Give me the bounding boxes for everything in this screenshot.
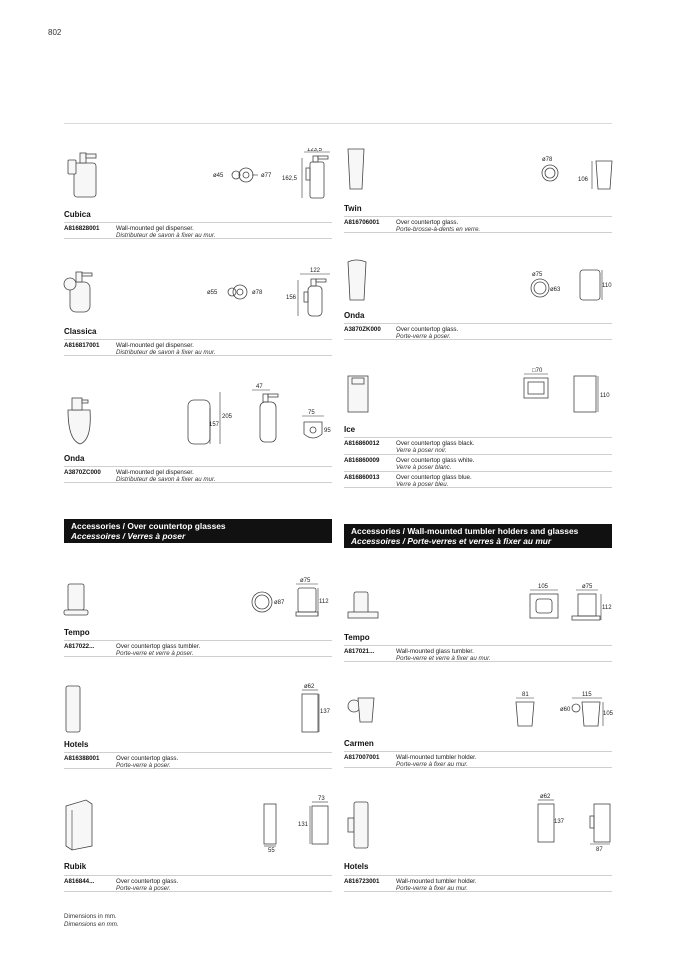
product-name-rubik: Rubik	[64, 862, 87, 871]
table-row	[344, 454, 612, 471]
section-title-en: Accessories / Over countertop glasses	[71, 521, 226, 531]
description-fr: Verre à poser noir.	[396, 447, 447, 454]
onda-dim-w2: 75	[308, 410, 315, 416]
hotels-wall-side-view	[590, 804, 610, 853]
rubik-drawings	[60, 792, 332, 856]
product-name-hotels-wall: Hotels	[344, 862, 369, 871]
tempo-wall-dim-d: ø75	[582, 584, 593, 590]
onda-dispenser-side-view	[252, 384, 278, 442]
table-row	[344, 751, 612, 768]
hotels-glass-drawings	[60, 680, 332, 736]
rubik-front-view	[264, 804, 276, 854]
product-code: A816860012	[344, 440, 380, 447]
onda-glass-top-view	[531, 272, 561, 297]
hotels-glass-product-image	[66, 686, 80, 732]
rubik-dim-w1: 73	[318, 796, 325, 802]
product-name-cubica: Cubica	[64, 210, 91, 219]
twin-top-view	[542, 157, 558, 181]
product-code: A816817001	[64, 342, 100, 349]
product-code: A817021...	[344, 648, 375, 655]
carmen-dim-w1: 81	[522, 692, 529, 698]
ice-side-view	[574, 376, 610, 412]
description-fr: Porte-verre à fixer au mur.	[396, 761, 468, 768]
tempo-wall-front-view	[530, 584, 558, 618]
product-code: A816860013	[344, 474, 380, 481]
description-fr: Porte-verre à poser.	[116, 762, 171, 769]
hotels-wall-drawings	[344, 792, 614, 856]
cubica-front-view	[213, 168, 272, 182]
product-name-carmen: Carmen	[344, 739, 374, 748]
ice-drawings	[344, 362, 614, 424]
carmen-front-view	[516, 692, 534, 726]
tempo-glass-side-view	[296, 578, 329, 616]
table-row	[64, 640, 332, 657]
product-code: A3870ZK000	[344, 326, 381, 333]
section-title-fr: Accessoires / Verres à poser	[71, 531, 186, 541]
product-name-onda-dispenser: Onda	[64, 454, 85, 463]
cubica-dim-d1: ø45	[213, 173, 224, 179]
description-fr: Porte-verre à fixer au mur.	[396, 885, 468, 892]
classica-drawings	[60, 262, 332, 322]
ice-dim-w: □70	[532, 368, 543, 374]
table-row	[344, 437, 612, 454]
table-row	[344, 875, 612, 892]
cubica-dim-width: 123,5	[307, 148, 323, 153]
classica-side-view	[286, 268, 330, 316]
hotels-wall-product-image	[348, 802, 368, 848]
twin-drawings	[344, 145, 614, 203]
tempo-wall-drawings	[344, 578, 614, 630]
onda-dispenser-front-view	[188, 392, 233, 444]
description-fr: Distributeur de savon à fixer au mur.	[116, 349, 216, 356]
product-code: A816388001	[64, 755, 100, 762]
description-en: Wall-mounted tumbler holder.	[396, 754, 477, 761]
hotels-glass-dim-h: 137	[320, 709, 331, 715]
cubica-dim-d2: ø77	[261, 173, 272, 179]
classica-product-image	[64, 272, 92, 312]
onda-dispenser-product-image	[68, 398, 90, 444]
cubica-drawings	[60, 148, 330, 208]
description-en: Wall-mounted tumbler holder.	[396, 878, 477, 885]
onda-glass-product-image	[348, 260, 366, 300]
description-en: Over countertop glass white.	[396, 457, 475, 464]
tempo-wall-product-image	[348, 592, 378, 618]
page-number: 802	[48, 28, 62, 37]
description-en: Over countertop glass.	[116, 878, 179, 885]
twin-side-view	[578, 161, 612, 189]
description-fr: Verre à poser bleu.	[396, 481, 449, 488]
description-en: Wall-mounted gel dispenser.	[116, 342, 194, 349]
hotels-glass-dim-d: ø62	[304, 684, 315, 690]
description-en: Wall-mounted glass tumbler.	[396, 648, 474, 655]
onda-dim-w1: 47	[256, 384, 263, 390]
product-code: A816706001	[344, 219, 380, 226]
onda-dim-h2: 157	[209, 422, 220, 428]
description-fr: Distributeur de savon à fixer au mur.	[116, 232, 216, 239]
ice-top-view	[524, 368, 548, 398]
hotels-wall-dim-d: ø62	[540, 794, 551, 800]
section-header-glasses	[64, 519, 332, 543]
footnote-en: Dimensions in mm.	[64, 913, 117, 920]
tempo-wall-dim-h: 112	[602, 605, 612, 611]
tempo-glass-top-view	[252, 592, 285, 612]
carmen-dim-h: 105	[603, 711, 614, 717]
carmen-dim-d: ø60	[560, 707, 571, 713]
description-fr: Porte-brosse-à-dents en verre.	[396, 226, 481, 233]
section-title-en: Accessories / Wall-mounted tumbler holders and glasses	[351, 526, 579, 536]
product-name-tempo-glass: Tempo	[64, 628, 90, 637]
product-name-classica: Classica	[64, 327, 97, 336]
footnote	[64, 913, 119, 929]
onda-dim-h3: 95	[324, 428, 331, 434]
description-en: Over countertop glass black.	[396, 440, 475, 447]
ice-dim-h: 110	[600, 393, 610, 399]
classica-dim-height: 156	[286, 295, 297, 301]
hotels-glass-side-view	[302, 684, 331, 732]
tempo-glass-dim-d2: ø87	[274, 600, 285, 606]
product-code: A816828001	[64, 225, 100, 232]
carmen-dim-w2: 115	[582, 692, 592, 698]
table-row	[64, 752, 332, 769]
onda-dispenser-top-view	[302, 410, 331, 438]
table-row	[344, 216, 612, 233]
description-en: Over countertop glass.	[116, 755, 179, 762]
tempo-glass-dim-d1: ø75	[300, 578, 311, 584]
description-en: Over countertop glass blue.	[396, 474, 472, 481]
twin-dim-h: 106	[578, 177, 589, 183]
product-code: A816844...	[64, 878, 95, 885]
product-code: A816860009	[344, 457, 380, 464]
description-fr: Porte-verre à poser.	[396, 333, 451, 340]
table-row	[64, 222, 332, 239]
tempo-wall-side-view	[572, 584, 612, 620]
description-en: Wall-mounted gel dispenser.	[116, 225, 194, 232]
cubica-product-image	[68, 153, 96, 197]
description-fr: Porte-verre et verre à poser.	[116, 650, 194, 657]
cubica-dim-height: 162,5	[282, 176, 298, 182]
hotels-wall-dim-h: 137	[554, 819, 565, 825]
tempo-glass-drawings	[60, 574, 332, 624]
product-code: A3870ZC000	[64, 469, 101, 476]
classica-dim-d1: ø55	[207, 290, 218, 296]
product-name-tempo-wall: Tempo	[344, 633, 370, 642]
hotels-wall-dim-w: 87	[596, 847, 603, 853]
rubik-product-image	[66, 800, 92, 850]
product-name-hotels-glass: Hotels	[64, 740, 89, 749]
table-row	[344, 471, 612, 488]
description-fr: Porte-verre à poser.	[116, 885, 171, 892]
cubica-side-view	[282, 148, 330, 198]
product-name-onda-glass: Onda	[344, 311, 365, 320]
description-en: Wall-mounted gel dispenser.	[116, 469, 194, 476]
product-name-twin: Twin	[344, 204, 362, 213]
product-code: A817022...	[64, 643, 95, 650]
description-fr: Porte-verre et verre à fixer au mur.	[396, 655, 491, 662]
product-code: A817007001	[344, 754, 380, 761]
footnote-fr: Dimensions en mm.	[64, 921, 119, 928]
description-fr: Distributeur de savon à fixer au mur.	[116, 476, 216, 483]
classica-dim-width: 122	[310, 268, 321, 274]
twin-product-image	[348, 149, 364, 189]
twin-dim-d: ø78	[542, 157, 553, 163]
description-en: Over countertop glass.	[396, 219, 459, 226]
table-row	[64, 339, 332, 356]
description-fr: Verre à poser blanc.	[396, 464, 452, 471]
classica-dim-d2: ø78	[252, 290, 263, 296]
description-en: Over countertop glass.	[396, 326, 459, 333]
tempo-glass-dim-h: 112	[319, 599, 329, 605]
product-code: A816723001	[344, 878, 380, 885]
tempo-wall-dim-w: 105	[538, 584, 549, 590]
onda-glass-dim-d1: ø75	[532, 272, 543, 278]
section-header-wall	[344, 524, 612, 548]
carmen-drawings	[344, 686, 614, 736]
rubik-dim-w2: 55	[268, 848, 275, 854]
rubik-dim-h: 131	[298, 822, 309, 828]
hotels-wall-front-view	[538, 794, 565, 842]
carmen-side-view	[560, 692, 614, 726]
onda-dispenser-drawings	[60, 380, 332, 452]
top-divider	[64, 123, 612, 124]
tempo-glass-product-image	[64, 584, 88, 615]
table-row	[64, 875, 332, 892]
onda-glass-side-view	[580, 270, 612, 300]
table-row	[344, 645, 612, 662]
onda-dim-h1: 205	[222, 414, 233, 420]
onda-glass-dim-d2: ø63	[550, 287, 561, 293]
ice-product-image	[348, 376, 368, 412]
description-en: Over countertop glass tumbler.	[116, 643, 201, 650]
onda-glass-dim-h: 110	[602, 283, 612, 289]
classica-front-view	[207, 285, 263, 299]
section-title-fr: Accessoires / Porte-verres et verres à fixer au mur	[351, 536, 552, 546]
carmen-product-image	[348, 698, 374, 722]
rubik-side-view	[298, 796, 328, 844]
table-row	[64, 466, 332, 483]
onda-glass-drawings	[344, 256, 614, 310]
product-name-ice: Ice	[344, 425, 356, 434]
table-row	[344, 323, 612, 340]
